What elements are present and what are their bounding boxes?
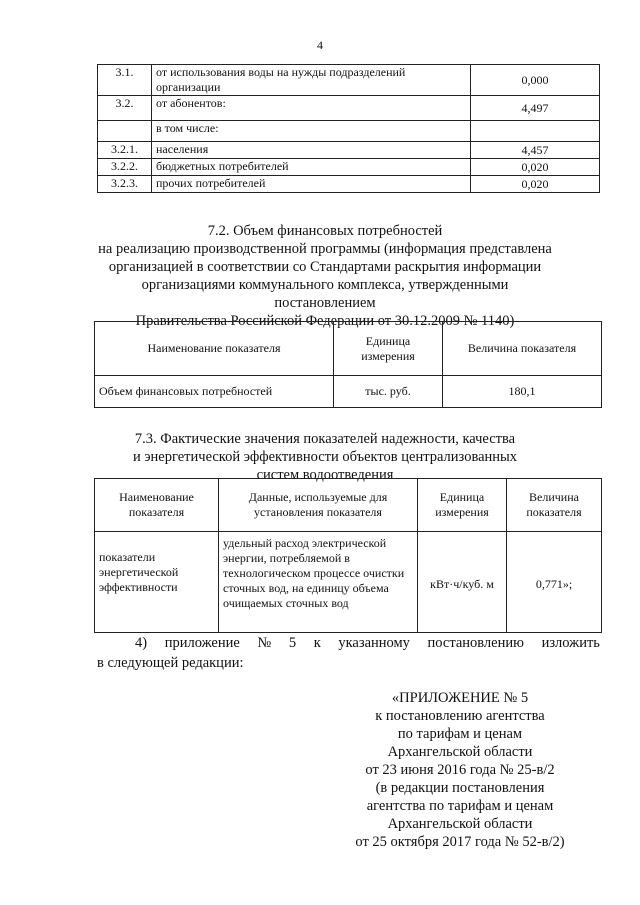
table-row [95,376,602,408]
section-7-3-heading [90,430,560,484]
table-row [95,532,602,633]
section-7-2-heading [90,222,560,330]
table-row [98,96,600,121]
paragraph-word: указанному [338,635,410,651]
row-label: населения [152,142,471,159]
revenue-table [97,64,600,193]
row-number: 3.1. [98,65,152,96]
appendix-line: к постановлению агентства [375,708,545,724]
paragraph-first-line [97,633,600,653]
indicator-value: 180,1 [443,376,602,408]
financial-needs-table [94,321,602,408]
indicator-name: показатели энергетической эффективности [95,532,219,633]
row-number: 3.2.3. [98,176,152,193]
paragraph-word: 5 [288,635,297,651]
row-value [471,121,600,142]
indicator-data: удельный расход электрической энергии, потребляемой в технологическом процессе очистки сточных вод, на единицу объема очищаемых сточных вод [219,532,418,633]
heading-line: 7.2. Объем финансовых потребностей [207,223,443,239]
row-label: от использования воды на нужды подразделений организации [152,65,471,96]
column-header: Величина показателя [443,322,602,376]
table-header-row [95,322,602,376]
heading-line: систем водоотведения [256,467,394,483]
appendix-line: Архангельской области [387,744,533,760]
table-header-row [95,479,602,532]
column-header: Единица измерения [334,322,443,376]
heading-line: и энергетической эффективности объектов централизованных [132,449,518,465]
heading-line: 7.3. Фактические значения показателей надежности, качества [134,431,516,447]
appendix-line: Архангельской области [387,816,533,832]
page-number: 4 [317,38,323,52]
column-header: Наименование показателя [95,479,219,532]
indicator-value: 0,771»; [507,532,602,633]
column-header: Наименование показателя [95,322,334,376]
indicator-unit: кВт·ч/куб. м [418,532,507,633]
heading-line: организациями коммунального комплекса, утвержденными постановлением [141,277,509,311]
heading-line: организацией в соответствии со Стандартами раскрытия информации [108,259,542,275]
appendix-header [330,689,590,851]
row-value: 4,457 [471,142,600,159]
paragraph-word: № [257,635,272,651]
column-header: Величина показателя [507,479,602,532]
paragraph-word: постановлению [427,635,524,651]
appendix-line: от 25 октября 2017 года № 52-в/2) [355,834,565,850]
row-label: бюджетных потребителей [152,159,471,176]
paragraph-word: изложить [541,635,600,651]
appendix-line: агентства по тарифам и ценам [366,798,554,814]
table-row [98,176,600,193]
indicator-name: Объем финансовых потребностей [95,376,334,408]
table-row [98,121,600,142]
row-value: 0,020 [471,176,600,193]
paragraph-4 [97,633,600,673]
row-value: 4,497 [471,96,600,121]
table-row [98,159,600,176]
paragraph-second-line: в следующей редакции: [97,655,244,671]
appendix-line: от 23 июня 2016 года № 25-в/2 [365,762,555,778]
row-value: 0,000 [471,65,600,96]
energy-efficiency-table [94,478,602,633]
paragraph-word: приложение [164,635,240,651]
row-number [98,121,152,142]
paragraph-word: к [313,635,321,651]
appendix-line: «ПРИЛОЖЕНИЕ № 5 [391,690,529,706]
row-label: прочих потребителей [152,176,471,193]
paragraph-number: 4) [135,635,148,651]
row-number: 3.2. [98,96,152,121]
row-number: 3.2.2. [98,159,152,176]
row-number: 3.2.1. [98,142,152,159]
column-header: Данные, используемые для установления показателя [219,479,418,532]
appendix-line: (в редакции постановления [375,780,545,796]
row-label: от абонентов: [152,96,471,121]
appendix-line: по тарифам и ценам [397,726,523,742]
heading-line: на реализацию производственной программы (информация представлена [98,241,552,257]
column-header: Единица измерения [418,479,507,532]
table-row [98,142,600,159]
heading-line: Правительства Российской Федерации от 30.12.2009 № 1140) [135,313,515,329]
table-row [98,65,600,96]
row-label: в том числе: [152,121,471,142]
indicator-unit: тыс. руб. [334,376,443,408]
row-value: 0,020 [471,159,600,176]
